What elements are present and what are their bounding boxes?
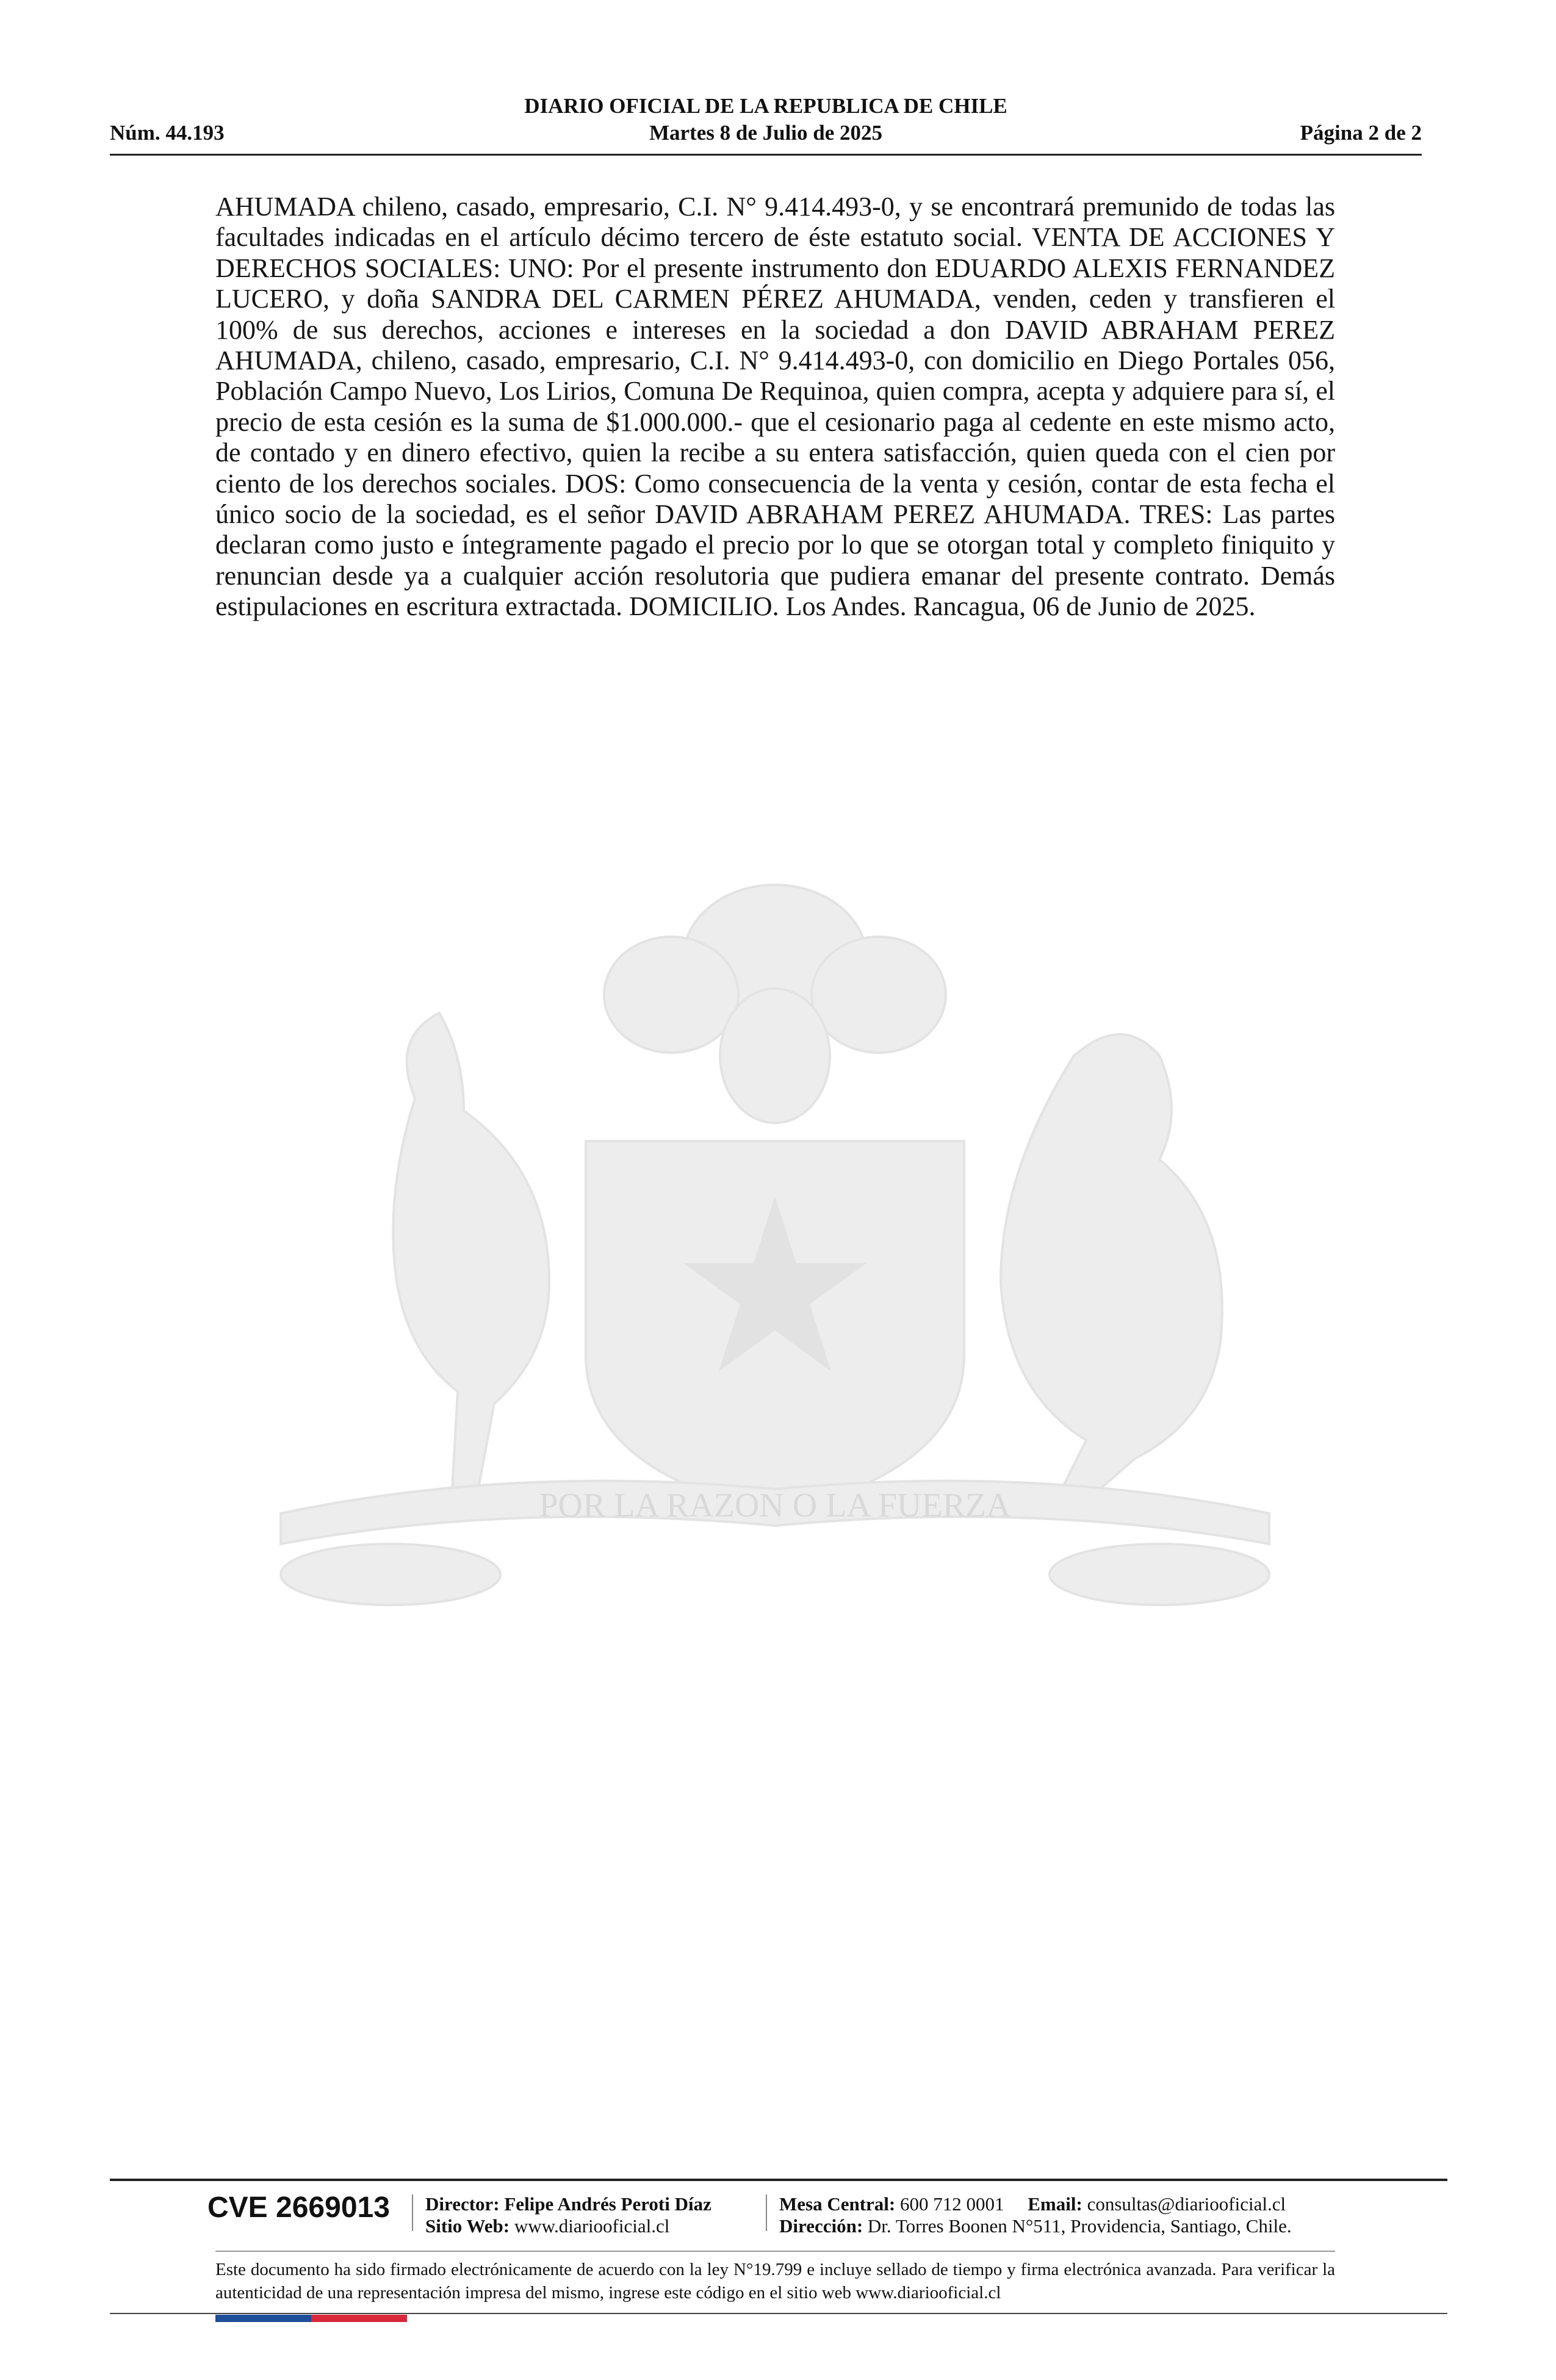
- director-label: Director:: [425, 2193, 500, 2215]
- footer-divider-bottom: [110, 2313, 1447, 2314]
- phone-number: 600 712 0001: [900, 2193, 1004, 2215]
- page-indicator: Página 2 de 2: [1300, 121, 1422, 145]
- address-text: Dr. Torres Boonen N°511, Providencia, Santiago, Chile.: [867, 2215, 1292, 2237]
- header-info: [110, 121, 1422, 151]
- document-body: AHUMADA chileno, casado, empresario, C.I. N° 9.414.493-0, y se encontrará premunido de todas las facultades indicadas en el artículo décimo tercero de éste estatuto social. VENTA DE ACCIONES Y DERECHOS SOCIALES: UNO: Por el presente instrumento don EDUARDO ALEXIS FERNANDEZ LUCERO, y doña SANDRA DEL CARMEN PÉREZ AHUMADA, venden, ceden y transfieren el 100% de sus derechos, acciones e intereses en la sociedad a don DAVID ABRAHAM PEREZ AHUMADA, chileno, casado, empresario, C.I. N° 9.414.493-0, con domicilio en Diego Portales 056, Población Campo Nuevo, Los Lirios, Comuna De Requinoa, quien compra, acepta y adquiere para sí, el precio de esta cesión es la suma de $1.000.000.- que el cesionario paga al cedente en este mismo acto, de contado y en dinero efectivo, quien la recibe a su entera satisfacción, quien queda con el cien por ciento de los derechos sociales. DOS: Como consecuencia de la venta y cesión, contar de esta fecha el único socio de la sociedad, es el señor DAVID ABRAHAM PEREZ AHUMADA. TRES: Las partes declaran como justo e íntegramente pagado el precio por lo que se otorgan total y completo finiquito y renuncian desde ya a cualquier acción resolutoria que pudiera emanar del presente contrato. Demás estipulaciones en escritura extractada. DOMICILIO. Los Andes. Rancagua, 06 de Junio de 2025.: [215, 192, 1335, 622]
- watermark-motto: POR LA RAZON O LA FUERZA: [539, 1487, 1011, 1524]
- flag-stripe-blue: [215, 2315, 311, 2322]
- footer-separator: [766, 2194, 767, 2231]
- issue-number: Núm. 44.193: [110, 121, 225, 145]
- chile-coat-of-arms-watermark: [207, 854, 1342, 1666]
- footer-director-block: [425, 2193, 711, 2237]
- email-link[interactable]: consultas@diariooficial.cl: [1087, 2193, 1286, 2215]
- newspaper-title: DIARIO OFICIAL DE LA REPUBLICA DE CHILE: [524, 94, 1007, 118]
- phone-label: Mesa Central:: [779, 2193, 896, 2215]
- signature-note: Este documento ha sido firmado electrónicamente de acuerdo con la ley N°19.799 e incluye sellado de tiempo y firma electrónica avanzada. Para verificar la autenticidad de una representación impresa del mismo, ingrese este código en el sitio web www.diariooficial.cl: [215, 2260, 1335, 2302]
- footer-separator: [412, 2194, 413, 2231]
- header-divider: [110, 154, 1422, 156]
- footer-divider-top: [110, 2179, 1447, 2181]
- email-label: Email:: [1028, 2193, 1082, 2215]
- flag-stripe-red: [311, 2315, 407, 2322]
- website-label: Sitio Web:: [425, 2215, 510, 2237]
- footer-contact-block: [779, 2193, 1292, 2237]
- website-link[interactable]: www.diariooficial.cl: [514, 2215, 670, 2237]
- footer-divider-mid: [215, 2251, 1335, 2252]
- director-name: Felipe Andrés Peroti Díaz: [504, 2193, 711, 2215]
- address-label: Dirección:: [779, 2215, 863, 2237]
- cve-code: CVE 2669013: [207, 2191, 390, 2224]
- issue-date: Martes 8 de Julio de 2025: [649, 121, 883, 145]
